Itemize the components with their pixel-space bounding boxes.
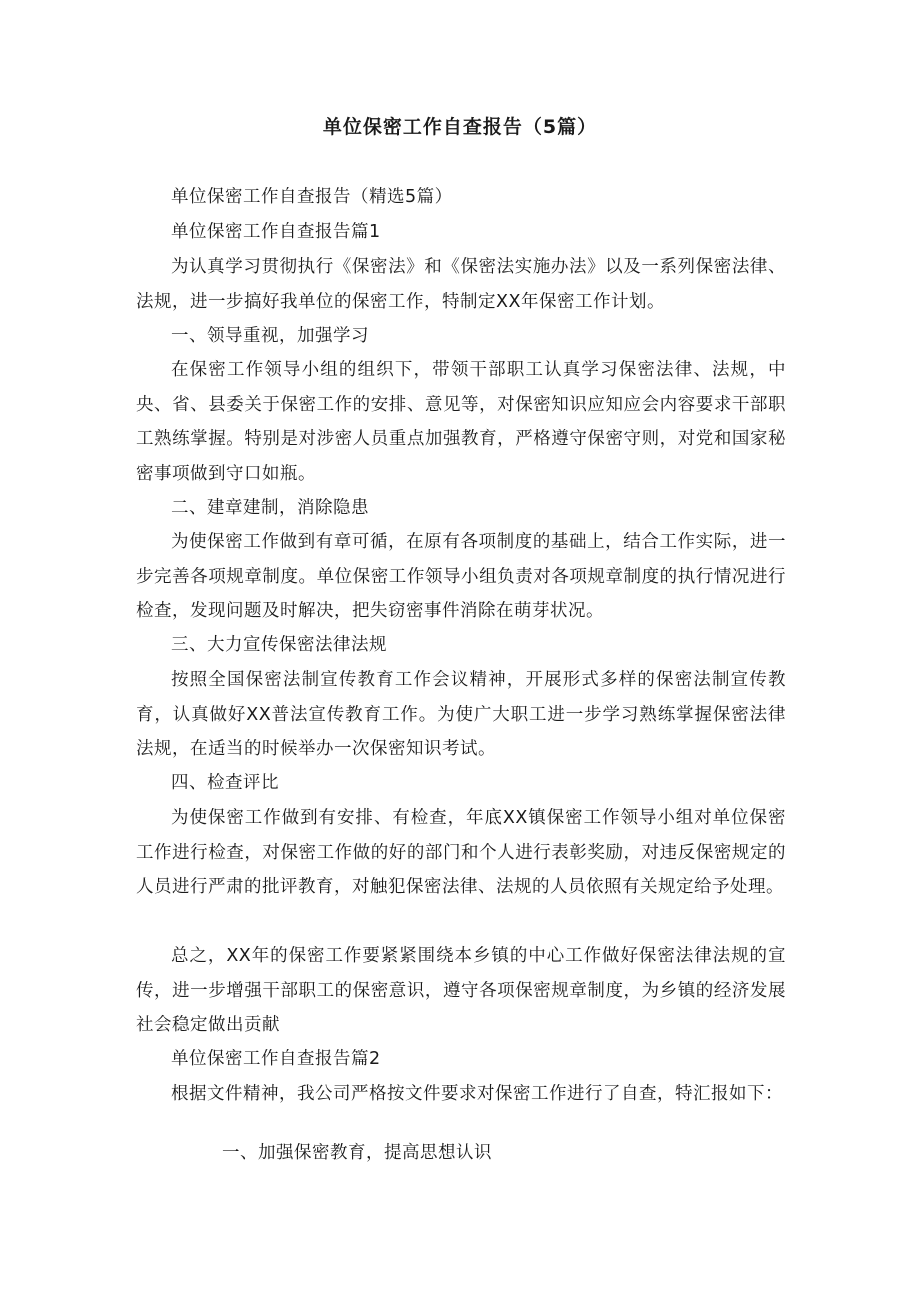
heading-1: 一、领导重视，加强学习 xyxy=(171,326,369,346)
document-title: 单位保密工作自查报告（5篇） xyxy=(322,116,598,138)
paragraph-4: 为使保密工作做到有安排、有检查，年底XX镇保密工作领导小组对单位保密工作进行检查，对保密工作做的好的部门和个人进行表彰奖励，对违反保密规定的人员进行严肃的批评教育，对触犯保密法律、法规的人员依照有关规定给予处理。 xyxy=(136,808,786,897)
paragraph-subtitle: 单位保密工作自查报告（精选5篇） xyxy=(171,187,453,207)
paragraph-3: 按照全国保密法制宣传教育工作会议精神，开展形式多样的保密法制宣传教育，认真做好XX普法宣传教育工作。为使广大职工进一步学习熟练掌握保密法律法规，在适当的时候举办一次保密知识考试。 xyxy=(136,670,786,759)
paragraph-1: 在保密工作领导小组的组织下，带领干部职工认真学习保密法律、法规，中央、省、县委关于保密工作的安排、意见等，对保密知识应知应会内容要求干部职工熟练掌握。特别是对涉密人员重点加强教育，严格遵守保密守则，对党和国家秘密事项做到守口如瓶。 xyxy=(136,360,786,484)
heading-section-2-1: 一、加强保密教育，提高思想认识 xyxy=(222,1143,492,1163)
paragraph-intro: 为认真学习贯彻执行《保密法》和《保密法实施办法》以及一系列保密法律、法规，进一步搞好我单位的保密工作，特制定XX年保密工作计划。 xyxy=(136,257,786,312)
heading-3: 三、大力宣传保密法律法规 xyxy=(171,635,387,655)
heading-2: 二、建章建制，消除隐患 xyxy=(171,498,369,518)
paragraph-section-1-title: 单位保密工作自查报告篇1 xyxy=(171,222,381,242)
paragraph-section-2-title: 单位保密工作自查报告篇2 xyxy=(171,1049,381,1069)
paragraph-2: 为使保密工作做到有章可循，在原有各项制度的基础上，结合工作实际，进一步完善各项规章制度。单位保密工作领导小组负责对各项规章制度的执行情况进行检查，发现问题及时解决，把失窃密事件消除在萌芽状况。 xyxy=(136,532,786,621)
heading-4: 四、检查评比 xyxy=(171,773,279,793)
paragraph-section-2-intro: 根据文件精神，我公司严格按文件要求对保密工作进行了自查，特汇报如下： xyxy=(171,1084,783,1104)
paragraph-conclusion: 总之，XX年的保密工作要紧紧围绕本乡镇的中心工作做好保密法律法规的宣传，进一步增强干部职工的保密意识，遵守各项保密规章制度，为乡镇的经济发展社会稳定做出贡献 xyxy=(136,946,786,1035)
